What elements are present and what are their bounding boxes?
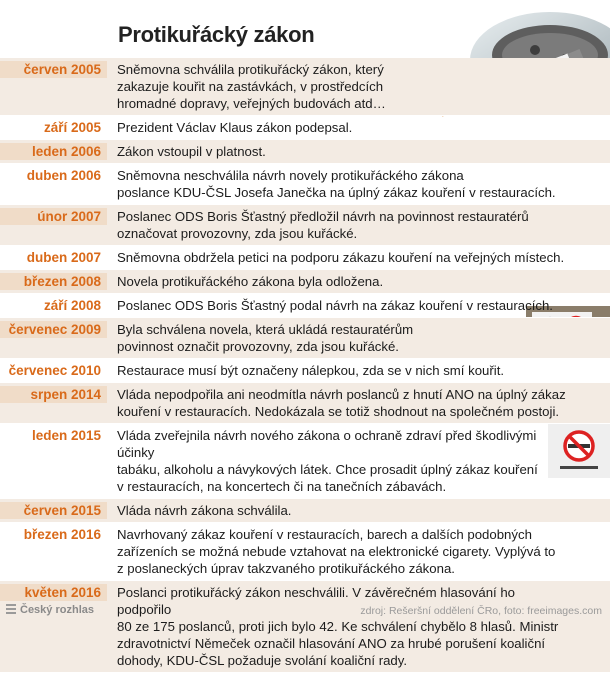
event-description	[107, 143, 306, 160]
timeline-row	[0, 318, 610, 359]
event-text-line: povinnost označit provozovny, zda jsou kuřácké.	[117, 339, 399, 354]
event-date: srpen 2014	[0, 386, 107, 403]
event-text-line: Restaurace musí být označeny nálepkou, zda se v nich smí kouřit.	[117, 363, 505, 378]
event-text-line: poslance KDU-ČSL Josefa Janečka na úplný zákaz kouření v restauracích.	[117, 185, 556, 200]
event-date: březen 2016	[23, 527, 101, 542]
event-text-line: Sněmovna obdržela petici na podporu zákazu kouření na veřejných místech.	[117, 250, 565, 265]
event-text-line: Sněmovna schválila protikuřácký zákon, který	[117, 62, 384, 77]
event-description	[107, 386, 606, 420]
broadcaster-logo	[6, 604, 94, 616]
event-text-line: Sněmovna neschválila návrh novely protikuřáckého zákona	[117, 168, 464, 183]
event-text-line: z poslaneckých úprav takzvaného protikuřáckého zákona.	[117, 561, 455, 576]
event-text-line: Byla schválena novela, která ukládá restauratérům	[117, 322, 414, 337]
timeline-row	[0, 205, 610, 246]
event-date: duben 2007	[26, 250, 101, 265]
timeline-row	[0, 246, 610, 270]
timeline-row	[0, 383, 610, 424]
event-date: červenec 2010	[8, 363, 101, 378]
logo-bars-icon	[6, 604, 16, 614]
timeline-row	[0, 140, 610, 164]
event-description	[107, 526, 595, 577]
timeline-row	[0, 499, 610, 523]
page-title: Protikuřácký zákon	[118, 22, 315, 47]
event-text-line: zařízeních se možná nebude vztahovat na elektronické cigarety. Vyplývá to	[117, 544, 556, 559]
event-text-line: hromadné dopravy, veřejných budovách atd…	[117, 96, 386, 111]
event-text-line: Poslanec ODS Boris Šťastný podal návrh na zákaz kouření v restauracích.	[117, 298, 553, 313]
timeline-row	[0, 523, 610, 581]
event-description	[107, 208, 569, 242]
event-description	[107, 427, 610, 495]
event-description	[107, 502, 331, 519]
event-text-line: Vláda zveřejnila návrh nového zákona o ochraně zdraví před škodlivými účinky	[117, 428, 537, 460]
timeline-row	[0, 270, 610, 294]
timeline-row	[0, 58, 610, 116]
event-text-line: Novela protikuřáckého zákona byla odložena.	[117, 274, 384, 289]
event-description	[107, 584, 610, 669]
event-description	[107, 249, 604, 266]
event-date: červen 2005	[0, 61, 107, 78]
event-description	[107, 167, 596, 201]
timeline-row	[0, 581, 610, 673]
event-description	[107, 362, 544, 379]
timeline-row	[0, 424, 610, 499]
event-text-line: dohody, KDU-ČSL požaduje svolání koaliční rady.	[117, 653, 408, 668]
event-text-line: Navrhovaný zákaz kouření v restauracích, barech a dalších podobných	[117, 527, 532, 542]
event-text-line: Vláda návrh zákona schválila.	[117, 503, 292, 518]
event-text-line: Poslanec ODS Boris Šťastný předložil návrh na povinnost restauratérů	[117, 209, 529, 224]
event-description	[107, 273, 423, 290]
event-date: září 2008	[43, 298, 101, 313]
event-date: únor 2007	[0, 208, 107, 225]
event-text-line: Poslanci protikuřácký zákon neschválili. V závěrečném hlasování ho podpořilo	[117, 585, 516, 617]
event-description	[107, 297, 593, 314]
event-date: duben 2006	[26, 168, 101, 183]
event-date: květen 2016	[0, 584, 107, 601]
timeline-row	[0, 164, 610, 205]
event-text-line: zakazuje kouřit na zastávkách, v prostředcích	[117, 79, 384, 94]
event-text-line: označovat provozovny, zda jsou kuřácké.	[117, 226, 358, 241]
event-text-line: zdravotnictví Němeček označil hlasování ANO za hrubé porušení koaliční	[117, 636, 546, 651]
event-description	[107, 119, 392, 136]
event-date: leden 2015	[31, 428, 101, 443]
event-text-line: Prezident Václav Klaus zákon podepsal.	[117, 120, 353, 135]
logo-text: Český rozhlas	[20, 604, 94, 616]
event-description	[107, 321, 453, 355]
event-text-line: 80 ze 175 poslanců, proti jich bylo 42. Ke schválení chybělo 8 hlasů. Ministr	[117, 619, 559, 634]
event-date: červenec 2009	[0, 321, 107, 338]
timeline-row	[0, 359, 610, 383]
event-text-line: tabáku, alkoholu a návykových látek. Chce prosadit úplný zákaz kouření	[117, 462, 538, 477]
event-text-line: v restauracích, na koncertech či na tanečních zábavách.	[117, 479, 447, 494]
timeline-row	[0, 116, 610, 140]
source-credit: zdroj: Rešeršní oddělení ČRo, foto: freeimages.com	[360, 605, 602, 617]
event-text-line: Zákon vstoupil v platnost.	[117, 144, 266, 159]
event-date: září 2005	[43, 120, 101, 135]
event-date: březen 2008	[0, 273, 107, 290]
event-date: červen 2015	[0, 502, 107, 519]
event-description	[107, 61, 426, 112]
timeline-row	[0, 294, 610, 318]
event-text-line: kouření v restauracích. Nedokázala se totiž shodnout na společném postoji.	[117, 404, 560, 419]
timeline	[0, 58, 610, 673]
event-date: leden 2006	[0, 143, 107, 160]
event-text-line: Vláda nepodpořila ani neodmítla návrh poslanců z hnutí ANO na úplný zákaz	[117, 387, 566, 402]
